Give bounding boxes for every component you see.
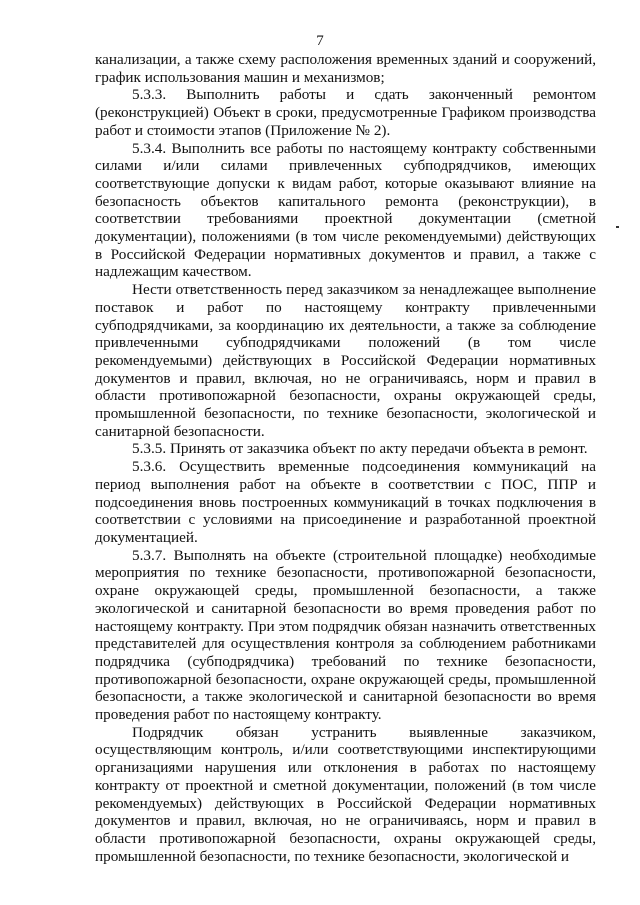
paragraph-5-3-4: 5.3.4. Выполнить все работы по настоящему контракту собственными силами и/или силами привлеченных субподрядчиков, имеющих соответствующие допуски к видам работ, которые оказывают влияние на безопасность объектов капитального ремонта (реконструкции), в соответствии требованиями проектной документации (сметной документации), положениями (в том числе рекомендуемыми) действующих в Российской Федерации нормативных документов и правил, а также с надлежащим качеством. <box>95 139 596 281</box>
scan-speck <box>616 226 619 228</box>
paragraph-responsibility: Нести ответственность перед заказчиком за ненадлежащее выполнение поставок и работ по настоящему контракту привлеченными субподрядчиками, за координацию их деятельности, а также за соблюдение привлеченными субподрядчиками положений (в том числе рекомендуемыми) действующих в Российской Федерации нормативных документов и правил, включая, но не ограничиваясь, норм и правил в области противопожарной безопасности, охраны окружающей среды, промышленной безопасности, по технике безопасности, экологической и санитарной безопасности. <box>95 281 596 440</box>
paragraph-5-3-3: 5.3.3. Выполнить работы и сдать законченный ремонтом (реконструкцией) Объект в сроки, предусмотренные Графиком производства работ и стоимости этапов (Приложение № 2). <box>95 86 596 139</box>
paragraph-5-3-5: 5.3.5. Принять от заказчика объект по акту передачи объекта в ремонт. <box>132 440 588 458</box>
paragraph-5-3-7: 5.3.7. Выполнять на объекте (строительной площадке) необходимые мероприятия по технике безопасности, противопожарной безопасности, охране окружающей среды, промышленной безопасности, а также экологической и санитарной безопасности во время проведения работ по настоящему контракту. При этом подрядчик обязан назначить ответственных представителей для осуществления контроля за соблюдением работниками подрядчика (субподрядчика) требований по технике безопасности, противопожарной безопасности, охране окружающей среды, промышленной безопасности, а также экологической и санитарной безопасности во время проведения работ по настоящему контракту. <box>95 546 596 724</box>
paragraph-contractor-obligation: Подрядчик обязан устранить выявленные заказчиком, осуществляющим контроль, и/или соответствующими инспектирующими организациями нарушения или отклонения в работах по настоящему контракту от проектной и сметной документации, положений (в том числе рекомендуемых) действующих в Российской Федерации нормативных документов и правил, включая, но не ограничиваясь, норм и правил в области противопожарной безопасности, охраны окружающей среды, промышленной безопасности, по технике безопасности, экологической и <box>95 723 596 865</box>
document-body <box>95 51 596 865</box>
page-number: 7 <box>316 33 324 49</box>
paragraph-continuation: канализации, а также схему расположения временных зданий и сооружений, график использования машин и механизмов; <box>95 51 596 86</box>
paragraph-5-3-6: 5.3.6. Осуществить временные подсоединения коммуникаций на период выполнения работ на объекте в соответствии с ПОС, ППР и подсоединения вновь построенных коммуникаций в точках подключения в соответствии с условиями на присоединение и разработанной проектной документацией. <box>95 458 596 546</box>
